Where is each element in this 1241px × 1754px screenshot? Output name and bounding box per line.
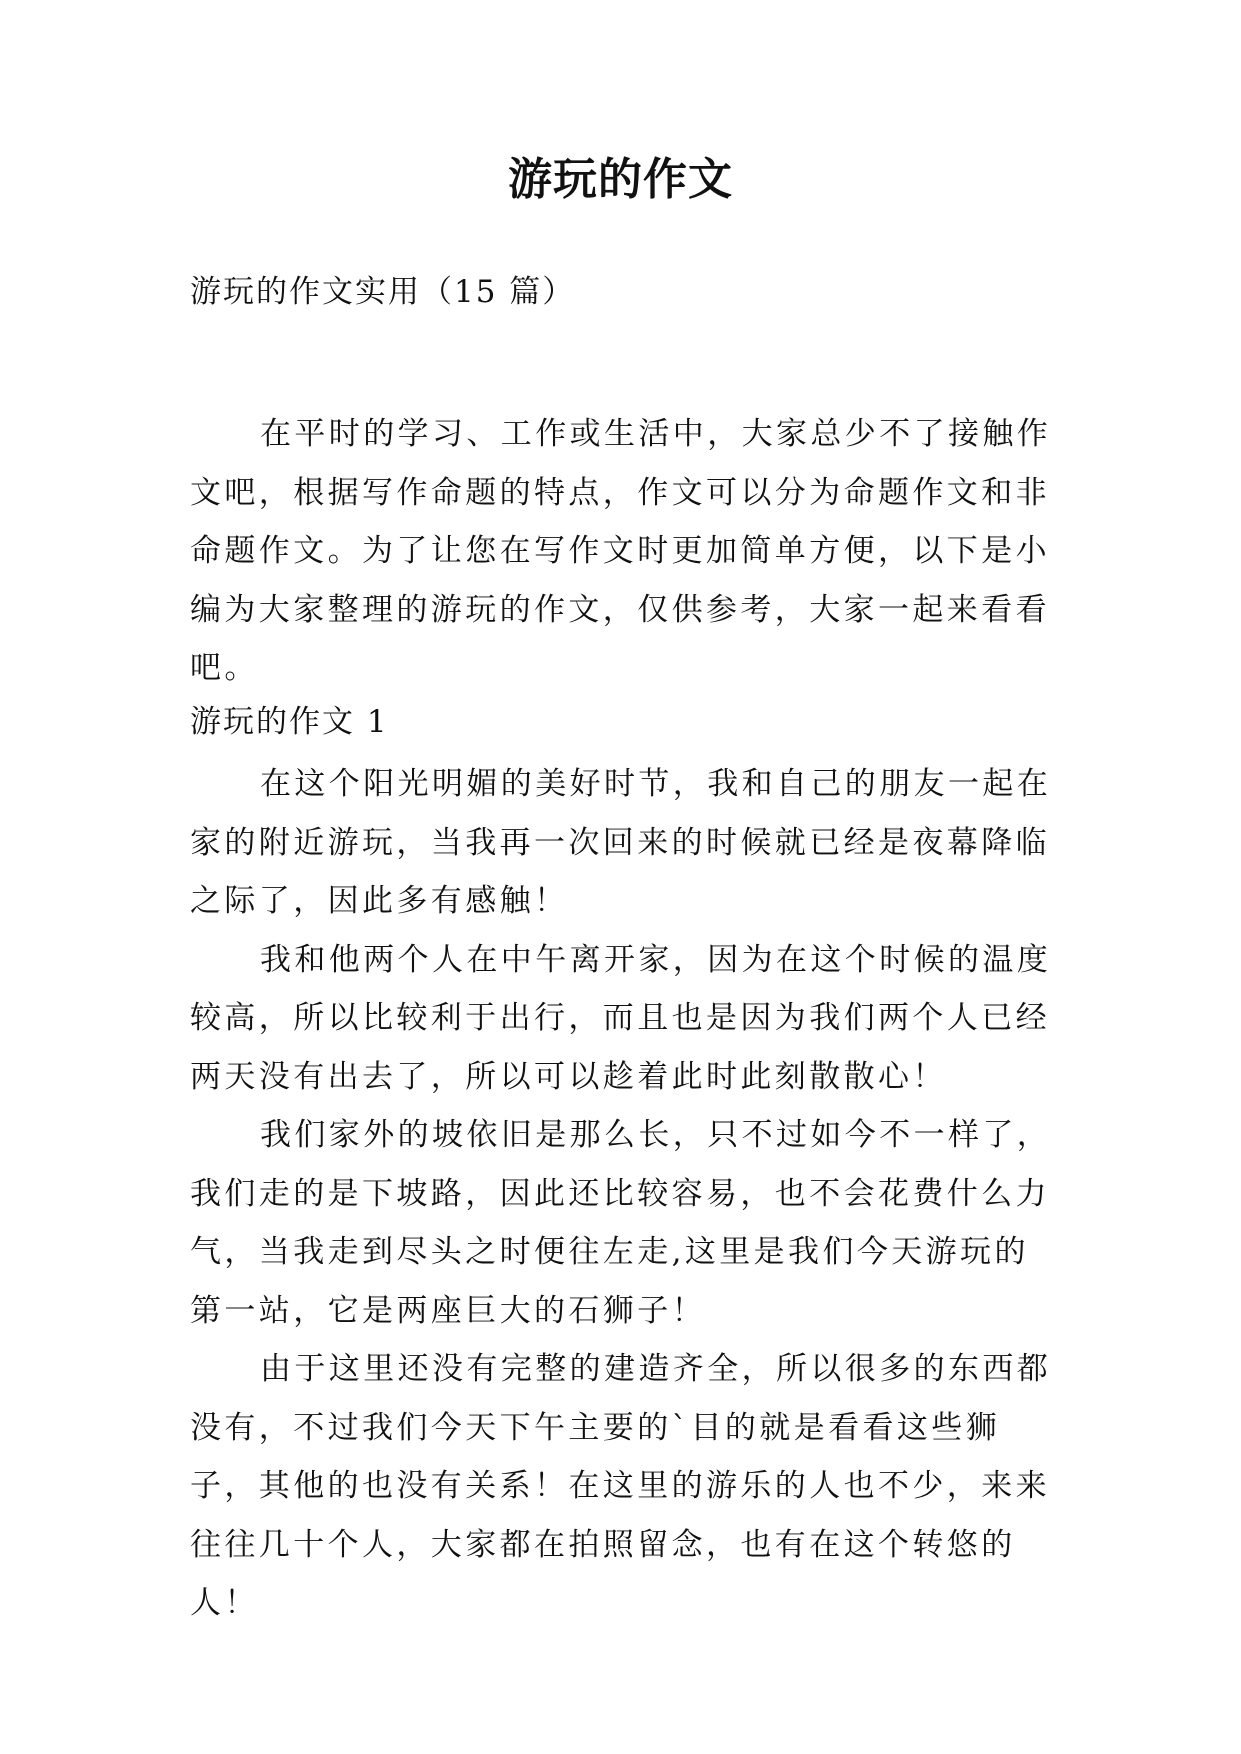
article-body [190,755,1060,1633]
intro-paragraph: 在平时的学习、工作或生活中，大家总少不了接触作文吧，根据写作命题的特点，作文可以分为命题作文和非命题作文。为了让您在写作文时更加简单方便，以下是小编为大家整理的游玩的作文，仅供参考，大家一起来看看吧。 [190,416,1052,686]
article-paragraph: 我和他两个人在中午离开家，因为在这个时候的温度较高，所以比较利于出行，而且也是因为我们两个人已经两天没有出去了，所以可以趁着此时此刻散散心！ [190,941,1052,1095]
article-paragraph: 在这个阳光明媚的美好时节，我和自己的朋友一起在家的附近游玩，当我再一次回来的时候就已经是夜幕降临之际了，因此多有感触！ [190,766,1052,919]
article-paragraph: 我们家外的坡依旧是那么长，只不过如今不一样了，我们走的是下坡路，因此还比较容易，也不会花费什么力气，当我走到尽头之时便往左走,这里是我们今天游玩的第一站，它是两座巨大的石狮子！ [190,1117,1052,1329]
document-subtitle: 游玩的作文实用（15 篇） [190,274,576,310]
document-title: 游玩的作文 [508,154,733,205]
section-heading: 游玩的作文 1 [190,704,389,740]
article-paragraph: 由于这里还没有完整的建造齐全，所以很多的东西都没有，不过我们今天下午主要的`目的就是看看这些狮子，其他的也没有关系！在这里的游乐的人也不少，来来往往几十个人，大家都在拍照留念，也有在这个转悠的人！ [190,1351,1052,1621]
